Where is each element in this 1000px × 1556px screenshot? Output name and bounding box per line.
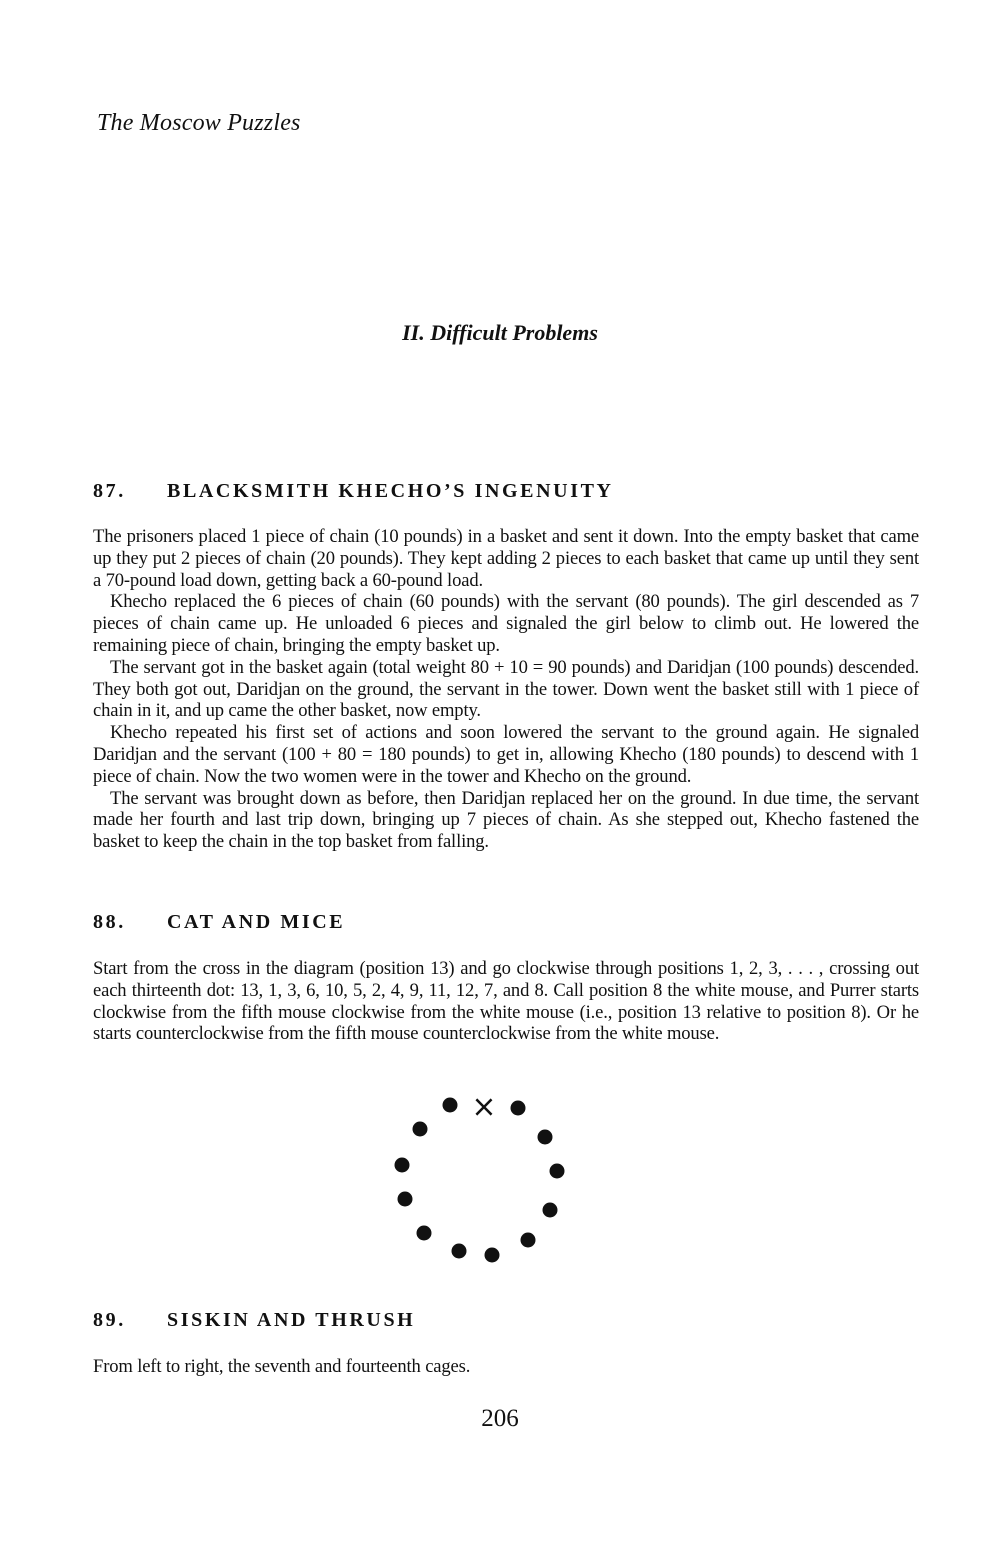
paragraph: The servant got in the basket again (total weight 80 + 10 = 90 pounds) and Daridjan (100 pounds) descended. They both got out, Daridjan on the ground, the servant in the tower. Down went the basket still with 1 piece of chain in it, and up came the other basket, now empty. <box>93 656 919 722</box>
mouse-dot <box>543 1203 558 1218</box>
problem-title: CAT AND MICE <box>167 911 346 933</box>
section-heading: II. Difficult Problems <box>402 320 598 345</box>
mouse-dot <box>398 1192 413 1207</box>
mouse-dot <box>452 1244 467 1259</box>
problem-89-solution <box>93 1356 919 1378</box>
mouse-dot <box>538 1130 553 1145</box>
mouse-dot <box>417 1226 432 1241</box>
mouse-dot <box>521 1233 536 1248</box>
mouse-dot <box>485 1248 500 1263</box>
problem-number: 87. <box>93 480 126 502</box>
running-head: The Moscow Puzzles <box>97 110 301 136</box>
mouse-dot <box>511 1101 526 1116</box>
problem-number: 88. <box>93 911 126 933</box>
paragraph: Khecho replaced the 6 pieces of chain (60 pounds) with the servant (80 pounds). The girl descended as 7 pieces of chain came up. He unloaded 6 pieces and signaled the girl below to climb out. He lowered the remaining piece of chain, bringing the empty basket up. <box>93 591 919 656</box>
paragraph: The prisoners placed 1 piece of chain (10 pounds) in a basket and sent it down. Into the empty basket that came up they put 2 pieces of chain (20 pounds). They kept adding 2 pieces to each basket that came up until they sent a 70-pound load down, getting back a 60-pound load. <box>93 526 919 591</box>
mouse-dot <box>443 1098 458 1113</box>
problem-number: 89. <box>93 1309 126 1331</box>
mouse-dot <box>550 1164 565 1179</box>
mouse-dot <box>395 1158 410 1173</box>
cross-marker: × <box>471 1089 497 1125</box>
paragraph: From left to right, the seventh and fourteenth cages. <box>93 1356 471 1377</box>
problem-title: SISKIN AND THRUSH <box>167 1309 416 1331</box>
paragraph: Start from the cross in the diagram (position 13) and go clockwise through positions 1, 2, 3, . . . , crossing out each thirteenth dot: 13, 1, 3, 6, 10, 5, 2, 4, 9, 11, 12, 7, and 8. Call position 8 the white mouse, and Purrer starts clockwise from the fifth mouse clockwise from the white mouse (i.e., position 13 relative to position 8). Or he starts counterclockwise from the fifth mouse counterclockwise from the white mouse. <box>93 958 919 1045</box>
problem-89-heading <box>93 1309 415 1332</box>
paragraph: Khecho repeated his first set of actions and soon lowered the servant to the ground again. He signaled Daridjan and the servant (100 + 80 = 180 pounds) to get in, allowing Khecho (180 pounds) to descend with 1 piece of chain. Now the two women were in the tower and Khecho on the ground. <box>93 722 919 787</box>
paragraph: The servant was brought down as before, then Daridjan replaced her on the ground. In due time, the servant made her fourth and last trip down, bringing up 7 pieces of chain. As she stepped out, Khecho fastened the basket to keep the chain in the top basket from falling. <box>93 787 919 853</box>
mouse-dot <box>413 1122 428 1137</box>
page-number: 206 <box>481 1405 519 1432</box>
problem-title: BLACKSMITH KHECHO’S INGENUITY <box>167 480 614 502</box>
